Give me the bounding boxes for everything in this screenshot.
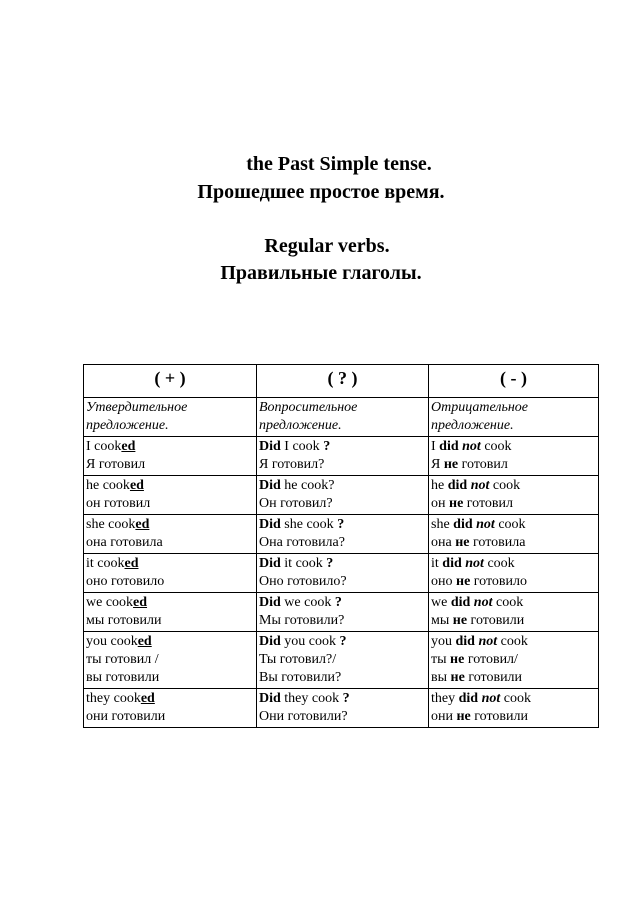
translation: они готовили (86, 709, 166, 724)
type-negative (429, 398, 599, 437)
translation: оно готовило (86, 574, 165, 589)
subject: she (86, 517, 105, 532)
subject: he (431, 478, 445, 493)
did: did (455, 634, 475, 649)
question-rest: he cook? (284, 478, 335, 493)
question-rest: it cook (284, 556, 323, 571)
type-line: Вопросительное (259, 400, 358, 415)
translation: Вы готовили? (259, 670, 342, 685)
type-line: Утвердительное (86, 400, 188, 415)
subject: you (431, 634, 452, 649)
subject: it (86, 556, 94, 571)
header-affirmative: ( + ) (84, 365, 257, 398)
verb: cook (500, 634, 528, 649)
affirmative-sentence (86, 477, 252, 495)
negative-sentence (431, 438, 594, 456)
title-russian: Прошедшее простое время. (197, 181, 445, 203)
tr-verb: готовили (470, 613, 525, 628)
tr-subject: она (431, 535, 452, 550)
translation: ты готовил / (86, 652, 159, 667)
auxiliary-did: Did (259, 595, 281, 610)
question-rest: she cook (284, 517, 334, 532)
negative-sentence (431, 516, 594, 534)
affirmative-sentence (86, 516, 252, 534)
question-mark: ? (339, 634, 347, 649)
conjugation-table (83, 364, 599, 728)
question-sentence (259, 477, 424, 495)
verb: cook (97, 556, 125, 571)
auxiliary-did: Did (259, 517, 281, 532)
not: not (473, 595, 493, 610)
question-cell (257, 593, 429, 632)
question-sentence (259, 633, 424, 651)
table-row (84, 689, 599, 728)
translation: он готовил (86, 496, 151, 511)
verb: cook (503, 691, 531, 706)
verb: cook (105, 595, 134, 610)
tr-ne: не (456, 709, 471, 724)
tr-subject: ты (431, 652, 447, 667)
negative-cell (429, 593, 599, 632)
subject: he (86, 478, 100, 493)
negative-cell (429, 554, 599, 593)
not: not (462, 439, 481, 454)
tr-verb: готовил (466, 496, 514, 511)
question-mark: ? (337, 517, 345, 532)
translation: Они готовили? (259, 709, 348, 724)
ending-ed: ed (133, 595, 148, 610)
ending-ed: ed (137, 634, 152, 649)
tr-subject: оно (431, 574, 453, 589)
sentence-type-row (84, 398, 599, 437)
translation (431, 669, 594, 687)
affirmative-cell (84, 476, 257, 515)
affirmative-cell (84, 437, 257, 476)
did: did (458, 691, 479, 706)
type-line: предложение. (86, 418, 169, 433)
subject: I (431, 439, 436, 454)
ending-ed: ed (140, 691, 155, 706)
type-line: предложение. (431, 418, 514, 433)
translation (431, 651, 594, 669)
auxiliary-did: Did (259, 634, 281, 649)
table-row (84, 632, 599, 689)
tr-ne: не (443, 457, 459, 472)
did: did (442, 556, 462, 571)
negative-sentence (431, 690, 594, 708)
tr-subject: Я (431, 457, 441, 472)
question-cell (257, 632, 429, 689)
tr-subject: вы (431, 670, 448, 685)
question-cell (257, 437, 429, 476)
translation: Оно готовило? (259, 574, 347, 589)
verb: cook (94, 439, 122, 454)
question-cell (257, 554, 429, 593)
question-sentence (259, 516, 424, 534)
question-rest: I cook (284, 439, 320, 454)
subject: she (431, 517, 450, 532)
header-negative: ( - ) (429, 365, 599, 398)
translation: Я готовил? (259, 457, 325, 472)
affirmative-sentence (86, 633, 252, 651)
translation (431, 456, 594, 474)
verb: cook (108, 517, 136, 532)
tr-verb: готовили (474, 709, 528, 724)
question-sentence (259, 555, 424, 573)
negative-cell (429, 476, 599, 515)
type-line: Отрицательное (431, 400, 529, 415)
tr-verb: готовила (473, 535, 526, 550)
affirmative-cell (84, 554, 257, 593)
auxiliary-did: Did (259, 691, 281, 706)
question-rest: they cook (284, 691, 340, 706)
negative-cell (429, 515, 599, 554)
not: not (476, 517, 495, 532)
verb: cook (102, 478, 130, 493)
translation (431, 708, 594, 726)
verb: cook (495, 595, 524, 610)
subtitle-english: Regular verbs. (264, 235, 390, 257)
tr-subject: мы (431, 613, 450, 628)
ending-ed: ed (129, 478, 144, 493)
translation: вы готовили (86, 670, 160, 685)
tr-verb: готовил/ (467, 652, 518, 667)
affirmative-sentence (86, 690, 252, 708)
tr-ne: не (449, 496, 464, 511)
type-question (257, 398, 429, 437)
affirmative-cell (84, 593, 257, 632)
type-affirmative (84, 398, 257, 437)
tr-subject: он (431, 496, 446, 511)
auxiliary-did: Did (259, 478, 281, 493)
table-row (84, 476, 599, 515)
question-cell (257, 515, 429, 554)
subject: I (86, 439, 91, 454)
tr-ne: не (455, 535, 470, 550)
not: not (470, 478, 490, 493)
not: not (465, 556, 484, 571)
ending-ed: ed (135, 517, 150, 532)
affirmative-cell (84, 515, 257, 554)
question-sentence (259, 438, 424, 456)
ending-ed: ed (124, 556, 139, 571)
title-english: the Past Simple tense. (246, 153, 432, 175)
translation: Я готовил (86, 457, 146, 472)
type-line: предложение. (259, 418, 342, 433)
question-cell (257, 689, 429, 728)
negative-sentence (431, 594, 594, 612)
subject: it (431, 556, 439, 571)
verb: cook (110, 634, 138, 649)
question-mark: ? (334, 595, 342, 610)
negative-sentence (431, 477, 594, 495)
affirmative-sentence (86, 438, 252, 456)
table-row (84, 515, 599, 554)
translation (431, 612, 594, 630)
tr-ne: не (456, 574, 471, 589)
ending-ed: ed (121, 439, 136, 454)
translation: она готовила (86, 535, 163, 550)
header-row (84, 365, 599, 398)
verb: cook (487, 556, 515, 571)
did: did (447, 478, 468, 493)
tr-ne: не (452, 613, 468, 628)
negative-sentence (431, 633, 594, 651)
negative-cell (429, 689, 599, 728)
verb: cook (484, 439, 512, 454)
question-sentence (259, 594, 424, 612)
subject: they (431, 691, 456, 706)
affirmative-sentence (86, 555, 252, 573)
question-rest: you cook (284, 634, 337, 649)
translation (431, 534, 594, 552)
header-question: ( ? ) (257, 365, 429, 398)
verb: cook (113, 691, 141, 706)
translation (431, 495, 594, 513)
tr-verb: готовили (468, 670, 523, 685)
tr-ne: не (450, 670, 465, 685)
question-mark: ? (342, 691, 350, 706)
table-row (84, 554, 599, 593)
verb: cook (492, 478, 521, 493)
question-rest: we cook (284, 595, 332, 610)
did: did (439, 439, 459, 454)
negative-sentence (431, 555, 594, 573)
tr-ne: не (450, 652, 465, 667)
verb: cook (498, 517, 526, 532)
table-row (84, 593, 599, 632)
subject: you (86, 634, 107, 649)
table-row (84, 437, 599, 476)
tr-verb: готовил (461, 457, 508, 472)
question-mark: ? (323, 439, 331, 454)
translation: Она готовила? (259, 535, 345, 550)
question-sentence (259, 690, 424, 708)
tr-subject: они (431, 709, 453, 724)
translation: Ты готовил?/ (259, 652, 337, 667)
not: not (478, 634, 498, 649)
translation: мы готовили (86, 613, 162, 628)
did: did (450, 595, 471, 610)
subtitle-russian: Правильные глаголы. (220, 262, 422, 284)
subject: we (431, 595, 448, 610)
auxiliary-did: Did (259, 556, 281, 571)
subject: they (86, 691, 111, 706)
question-mark: ? (326, 556, 334, 571)
question-cell (257, 476, 429, 515)
did: did (453, 517, 473, 532)
affirmative-sentence (86, 594, 252, 612)
not: not (481, 691, 501, 706)
auxiliary-did: Did (259, 439, 281, 454)
affirmative-cell (84, 689, 257, 728)
translation (431, 573, 594, 591)
translation: Он готовил? (259, 496, 333, 511)
tr-verb: готовило (473, 574, 528, 589)
negative-cell (429, 632, 599, 689)
negative-cell (429, 437, 599, 476)
affirmative-cell (84, 632, 257, 689)
subject: we (86, 595, 103, 610)
translation: Мы готовили? (259, 613, 345, 628)
